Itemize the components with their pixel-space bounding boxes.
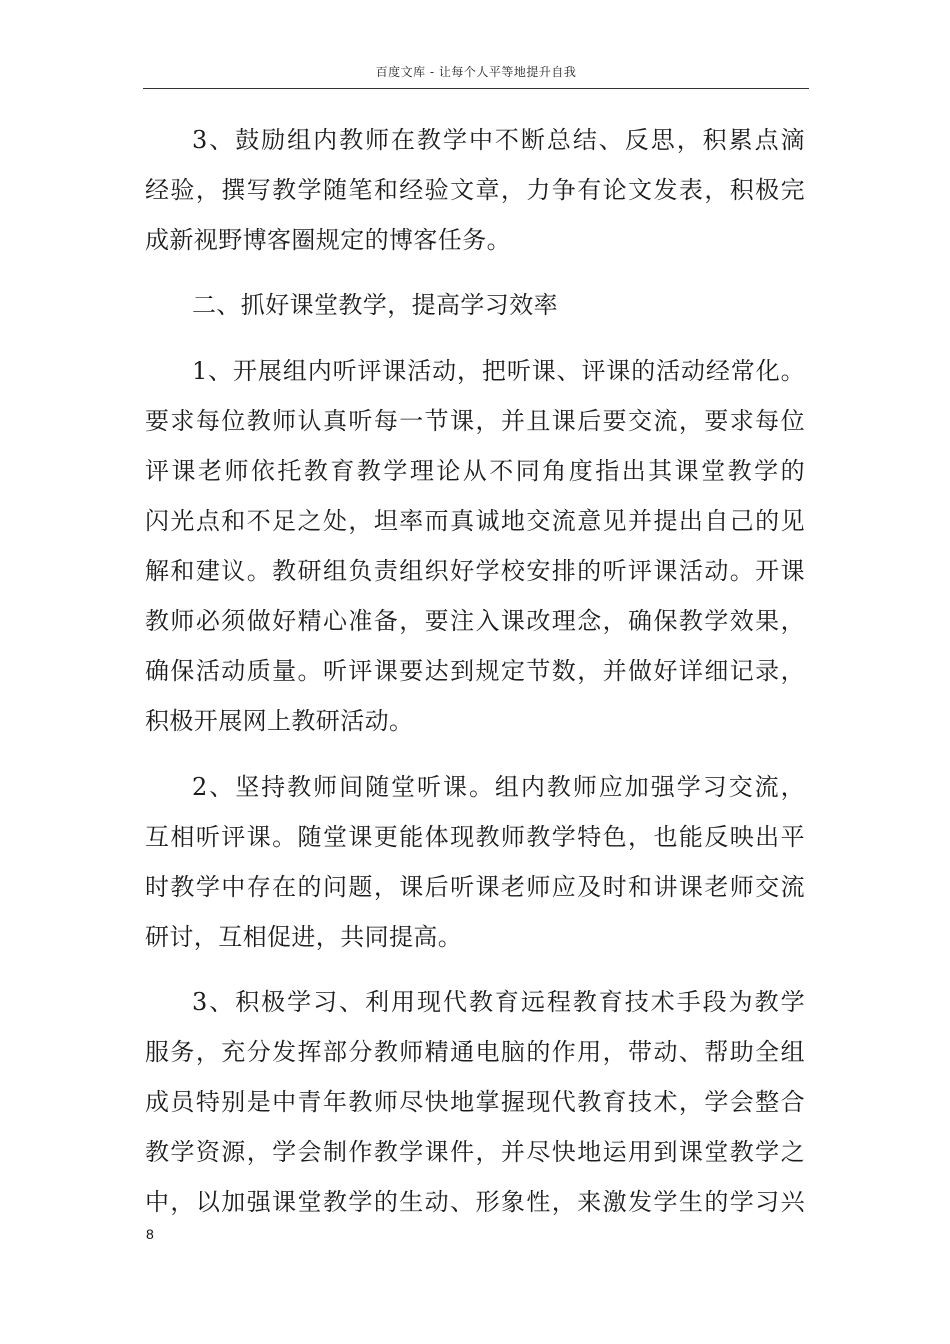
text-line: 教学资源，学会制作教学课件，并尽快地运用到课堂教学之 — [145, 1138, 805, 1166]
text-line: 服务，充分发挥部分教师精通电脑的作用，带动、帮助全组 — [145, 1038, 805, 1066]
text-line: 经验，撰写教学随笔和经验文章，力争有论文发表，积极完 — [145, 176, 805, 204]
section-heading: 二、抓好课堂教学，提高学习效率 — [192, 291, 558, 319]
text-line: 闪光点和不足之处，坦率而真诚地交流意见并提出自己的见 — [145, 507, 805, 535]
text-line: 2、坚持教师间随堂听课。组内教师应加强学习交流， — [192, 773, 805, 801]
text-line: 评课老师依托教育教学理论从不同角度指出其课堂教学的 — [145, 457, 805, 485]
header-rule — [143, 88, 809, 89]
text-line: 解和建议。教研组负责组织好学校安排的听评课活动。开课 — [145, 557, 805, 585]
text-line: 教师必须做好精心准备，要注入课改理念，确保教学效果， — [145, 607, 805, 635]
text-line: 成员特别是中青年教师尽快地掌握现代教育技术，学会整合 — [145, 1088, 805, 1116]
text-line: 研讨，互相促进，共同提高。 — [145, 923, 463, 951]
text-line: 3、鼓励组内教师在教学中不断总结、反思，积累点滴 — [192, 126, 805, 154]
text-line: 积极开展网上教研活动。 — [145, 707, 414, 735]
text-line: 成新视野博客圈规定的博客任务。 — [145, 226, 511, 254]
text-line: 1、开展组内听评课活动，把听课、评课的活动经常化。 — [192, 357, 805, 385]
text-line: 要求每位教师认真听每一节课，并且课后要交流，要求每位 — [145, 407, 805, 435]
text-line: 确保活动质量。听评课要达到规定节数，并做好详细记录， — [145, 657, 805, 685]
text-line: 时教学中存在的问题，课后听课老师应及时和讲课老师交流 — [145, 873, 805, 901]
page-number: 8 — [146, 1226, 154, 1242]
text-line: 中，以加强课堂教学的生动、形象性，来激发学生的学习兴 — [145, 1188, 805, 1216]
page-header: 百度文库 - 让每个人平等地提升自我 — [375, 65, 577, 79]
text-line: 互相听评课。随堂课更能体现教师教学特色，也能反映出平 — [145, 823, 805, 851]
text-line: 3、积极学习、利用现代教育远程教育技术手段为教学 — [192, 988, 805, 1016]
